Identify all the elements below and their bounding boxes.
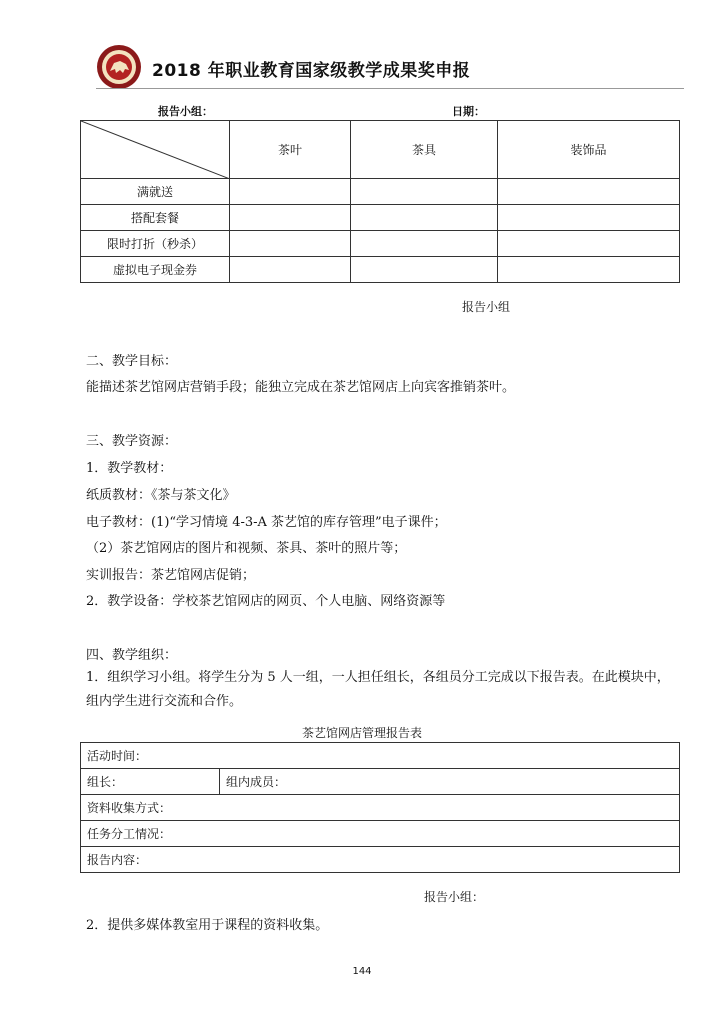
table-cell [351, 205, 498, 231]
section-3-heading: 三、教学资源： [86, 434, 178, 449]
row-label: 搭配套餐 [81, 205, 230, 231]
date-label: 日期： [452, 105, 485, 118]
column-header-decor: 装饰品 [498, 121, 680, 179]
table-cell [351, 179, 498, 205]
section-2-heading: 二、教学目标： [86, 354, 178, 369]
section-2-text: 能描述茶艺馆网店营销手段；能独立完成在茶艺馆网店上向宾客推销茶叶。 [86, 380, 516, 395]
table-cell [230, 205, 351, 231]
table-cell [351, 257, 498, 283]
report-group-label: 报告小组： [158, 105, 213, 118]
row-label: 满就送 [81, 179, 230, 205]
members-field: 组内成员： [220, 769, 680, 795]
leader-field: 组长： [81, 769, 220, 795]
table-cell [498, 231, 680, 257]
report-table-caption: 报告小组： [424, 890, 485, 904]
page-title: 2018 年职业教育国家级教学成果奖申报 [152, 61, 471, 81]
activity-time-field: 活动时间： [81, 743, 680, 769]
section-3-line: 2．教学设备：学校茶艺馆网店的网页、个人电脑、网络资源等 [86, 594, 446, 609]
section-4-heading: 四、教学组织： [86, 648, 178, 663]
report-table-title: 茶艺馆网店管理报告表 [301, 726, 422, 740]
row-label: 限时打折（秒杀） [81, 231, 230, 257]
table-cell [498, 179, 680, 205]
section-3-line: 实训报告：茶艺馆网店促销； [86, 568, 256, 583]
table-cell [351, 231, 498, 257]
table-cell [230, 257, 351, 283]
table-cell [498, 205, 680, 231]
section-4-text: 1．组织学习小组。将学生分为 5 人一组，一人担任组长，各组员分工完成以下报告表。在此模块中，组内学生进行交流和合作。 [86, 670, 670, 709]
section-3-line: 纸质教材：《茶与茶文化》 [86, 488, 236, 503]
table-cell [230, 231, 351, 257]
report-content-field: 报告内容： [81, 847, 680, 873]
row-label: 虚拟电子现金券 [81, 257, 230, 283]
promotion-table [80, 120, 680, 283]
closing-text: 2．提供多媒体教室用于课程的资料收集。 [86, 918, 329, 933]
table-cell [230, 179, 351, 205]
school-logo [96, 44, 142, 90]
page-number: 144 [352, 966, 372, 977]
section-3-line: 电子教材：(1)“学习情境 4-3-A 茶艺馆的库存管理”电子课件； [86, 515, 447, 530]
task-division-field: 任务分工情况： [81, 821, 680, 847]
column-header-tea: 茶叶 [230, 121, 351, 179]
diagonal-header-cell [81, 121, 230, 179]
header-divider [96, 88, 684, 89]
table-cell [498, 257, 680, 283]
section-3-line: （2）茶艺馆网店的图片和视频、茶具、茶叶的照片等； [86, 541, 407, 556]
report-table [80, 742, 680, 873]
promo-table-caption: 报告小组 [462, 300, 511, 314]
column-header-teaware: 茶具 [351, 121, 498, 179]
collection-method-field: 资料收集方式： [81, 795, 680, 821]
section-3-line: 1．教学教材： [86, 461, 173, 476]
